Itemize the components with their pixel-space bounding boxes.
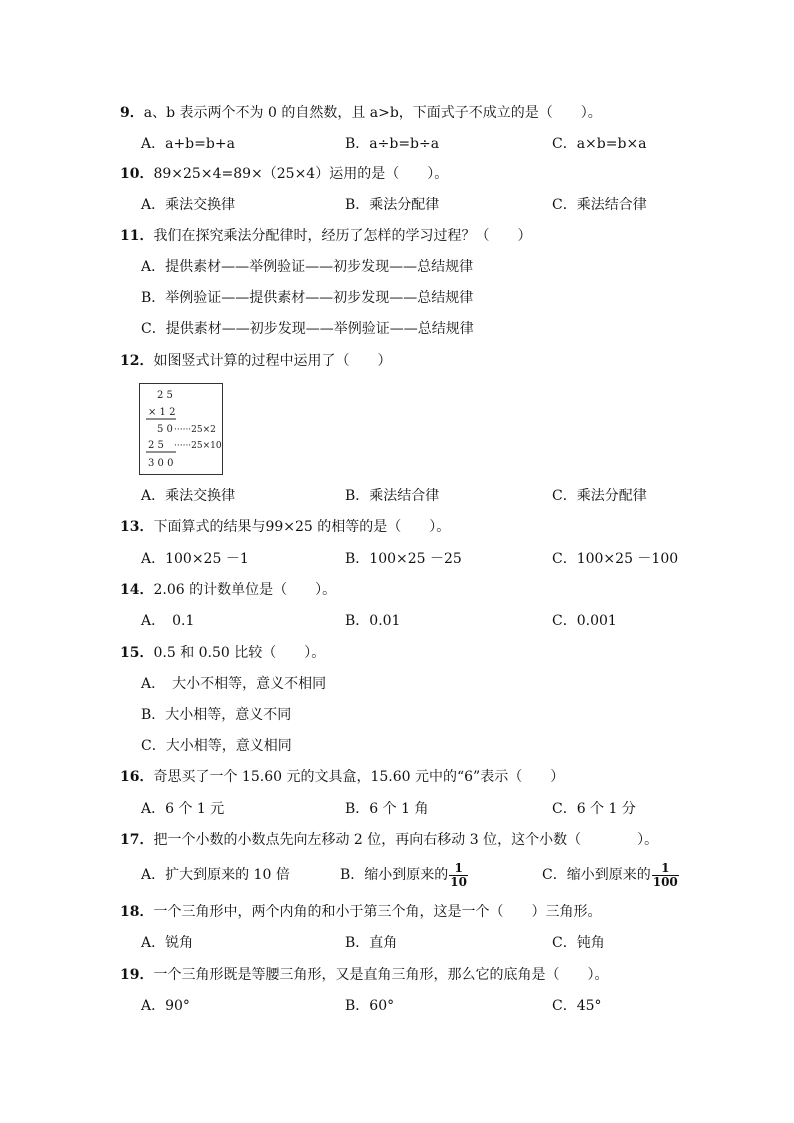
option-b[interactable]: B．乘法结合律 bbox=[345, 488, 440, 504]
option-label: C．缩小到原来的 bbox=[542, 867, 651, 883]
question-text: 一个三角形既是等腰三角形，又是直角三角形，那么它的底角是（ ）。 bbox=[153, 967, 609, 983]
option-c[interactable]: C．100×25 －100 bbox=[552, 551, 679, 567]
calc-row-partial-1: 5 0 bbox=[157, 424, 173, 435]
option-a[interactable]: A．6 个 1 元 bbox=[141, 801, 225, 817]
option-a[interactable]: A．锐角 bbox=[141, 935, 194, 951]
option-c[interactable]: C．乘法结合律 bbox=[552, 197, 647, 213]
question-14 bbox=[120, 581, 336, 599]
question-number: 11． bbox=[120, 228, 154, 244]
calc-row-multiplier: × 1 2 bbox=[148, 407, 176, 418]
denominator: 10 bbox=[450, 874, 467, 889]
option-a[interactable]: A．90° bbox=[141, 998, 190, 1014]
question-number: 14． bbox=[120, 582, 154, 598]
calc-row-result: 3 0 0 bbox=[148, 458, 174, 469]
option-b[interactable] bbox=[340, 857, 468, 893]
question-number: 15． bbox=[120, 645, 154, 661]
denominator: 100 bbox=[652, 874, 678, 889]
option-a[interactable]: A． 大小不相等，意义不相同 bbox=[141, 676, 327, 692]
option-b[interactable]: B．大小相等，意义不同 bbox=[141, 707, 292, 723]
option-c[interactable]: C．乘法分配律 bbox=[552, 488, 647, 504]
question-text: 把一个小数的小数点先向左移动 2 位，再向右移动 3 位，这个小数（ ）。 bbox=[153, 832, 659, 848]
question-text: 下面算式的结果与99×25 的相等的是（ ）。 bbox=[153, 519, 451, 535]
option-c[interactable]: C．a×b=b×a bbox=[552, 136, 647, 152]
question-15 bbox=[120, 644, 325, 662]
question-text: 一个三角形中，两个内角的和小于第三个角，这是一个（ ）三角形。 bbox=[153, 904, 602, 920]
question-18 bbox=[120, 903, 601, 921]
question-9 bbox=[120, 104, 602, 122]
option-b[interactable]: B．0.01 bbox=[345, 613, 401, 629]
calc-row-multiplicand: 2 5 bbox=[157, 390, 173, 401]
option-c[interactable]: C．0.001 bbox=[552, 613, 617, 629]
question-number: 16． bbox=[120, 769, 154, 785]
question-number: 13． bbox=[120, 519, 154, 535]
question-13 bbox=[120, 518, 450, 536]
fraction-one-hundredth bbox=[652, 862, 679, 889]
question-number: 17． bbox=[120, 832, 154, 848]
question-text: a、b 表示两个不为 0 的自然数，且 a>b，下面式子不成立的是（ ）。 bbox=[143, 105, 602, 121]
question-11 bbox=[120, 227, 531, 245]
option-c[interactable]: C．提供素材——初步发现——举例验证——总结规律 bbox=[141, 321, 474, 337]
option-b[interactable]: B．乘法分配律 bbox=[345, 197, 440, 213]
option-c[interactable]: C．钝角 bbox=[552, 935, 605, 951]
question-text: 2.06 的计数单位是（ ）。 bbox=[153, 582, 337, 598]
question-12 bbox=[120, 352, 391, 370]
question-text: 89×25×4=89×（25×4）运用的是（ ）。 bbox=[153, 166, 449, 182]
option-c[interactable] bbox=[542, 857, 679, 893]
option-a[interactable]: A．提供素材——举例验证——初步发现——总结规律 bbox=[141, 259, 474, 275]
option-a[interactable]: A． 0.1 bbox=[141, 613, 195, 629]
option-c[interactable]: C．6 个 1 分 bbox=[552, 801, 636, 817]
question-text: 我们在探究乘法分配律时，经历了怎样的学习过程？（ ） bbox=[153, 228, 532, 244]
vertical-calculation-figure bbox=[139, 383, 223, 475]
calc-note-2: ······25×10 bbox=[174, 441, 222, 451]
question-10 bbox=[120, 165, 448, 183]
option-b[interactable]: B．6 个 1 角 bbox=[345, 801, 429, 817]
option-a[interactable]: A．乘法交换律 bbox=[141, 197, 236, 213]
question-text: 0.5 和 0.50 比较（ ）。 bbox=[153, 645, 326, 661]
calc-row-partial-2: 2 5 bbox=[148, 440, 164, 451]
option-c[interactable]: C．大小相等，意义相同 bbox=[141, 738, 292, 754]
question-number: 10． bbox=[120, 166, 154, 182]
question-number: 9． bbox=[120, 105, 144, 121]
option-b[interactable]: B．举例验证——提供素材——初步发现——总结规律 bbox=[141, 290, 474, 306]
question-text: 奇思买了一个 15.60 元的文具盒，15.60 元中的“6”表示（ ） bbox=[153, 769, 565, 785]
question-number: 19． bbox=[120, 967, 154, 983]
option-b[interactable]: B．100×25 －25 bbox=[345, 551, 462, 567]
question-number: 18． bbox=[120, 904, 154, 920]
question-number: 12． bbox=[120, 353, 154, 369]
option-c[interactable]: C．45° bbox=[552, 998, 602, 1014]
numerator: 1 bbox=[449, 862, 468, 876]
option-a[interactable]: A．乘法交换律 bbox=[141, 488, 236, 504]
option-b[interactable]: B．60° bbox=[345, 998, 395, 1014]
option-b[interactable]: B．a÷b=b÷a bbox=[345, 136, 440, 152]
option-a[interactable]: A．扩大到原来的 10 倍 bbox=[141, 867, 290, 883]
option-b[interactable]: B．直角 bbox=[345, 935, 398, 951]
calc-note-1: ······25×2 bbox=[174, 425, 216, 435]
question-text: 如图竖式计算的过程中运用了（ ） bbox=[153, 353, 392, 369]
question-19 bbox=[120, 966, 608, 984]
option-label: B．缩小到原来的 bbox=[340, 867, 449, 883]
numerator: 1 bbox=[652, 862, 679, 876]
option-a[interactable]: A．a+b=b+a bbox=[141, 136, 235, 152]
question-17 bbox=[120, 831, 658, 849]
option-a[interactable]: A．100×25 －1 bbox=[141, 551, 249, 567]
fraction-one-tenth bbox=[449, 862, 468, 889]
question-16 bbox=[120, 768, 564, 786]
